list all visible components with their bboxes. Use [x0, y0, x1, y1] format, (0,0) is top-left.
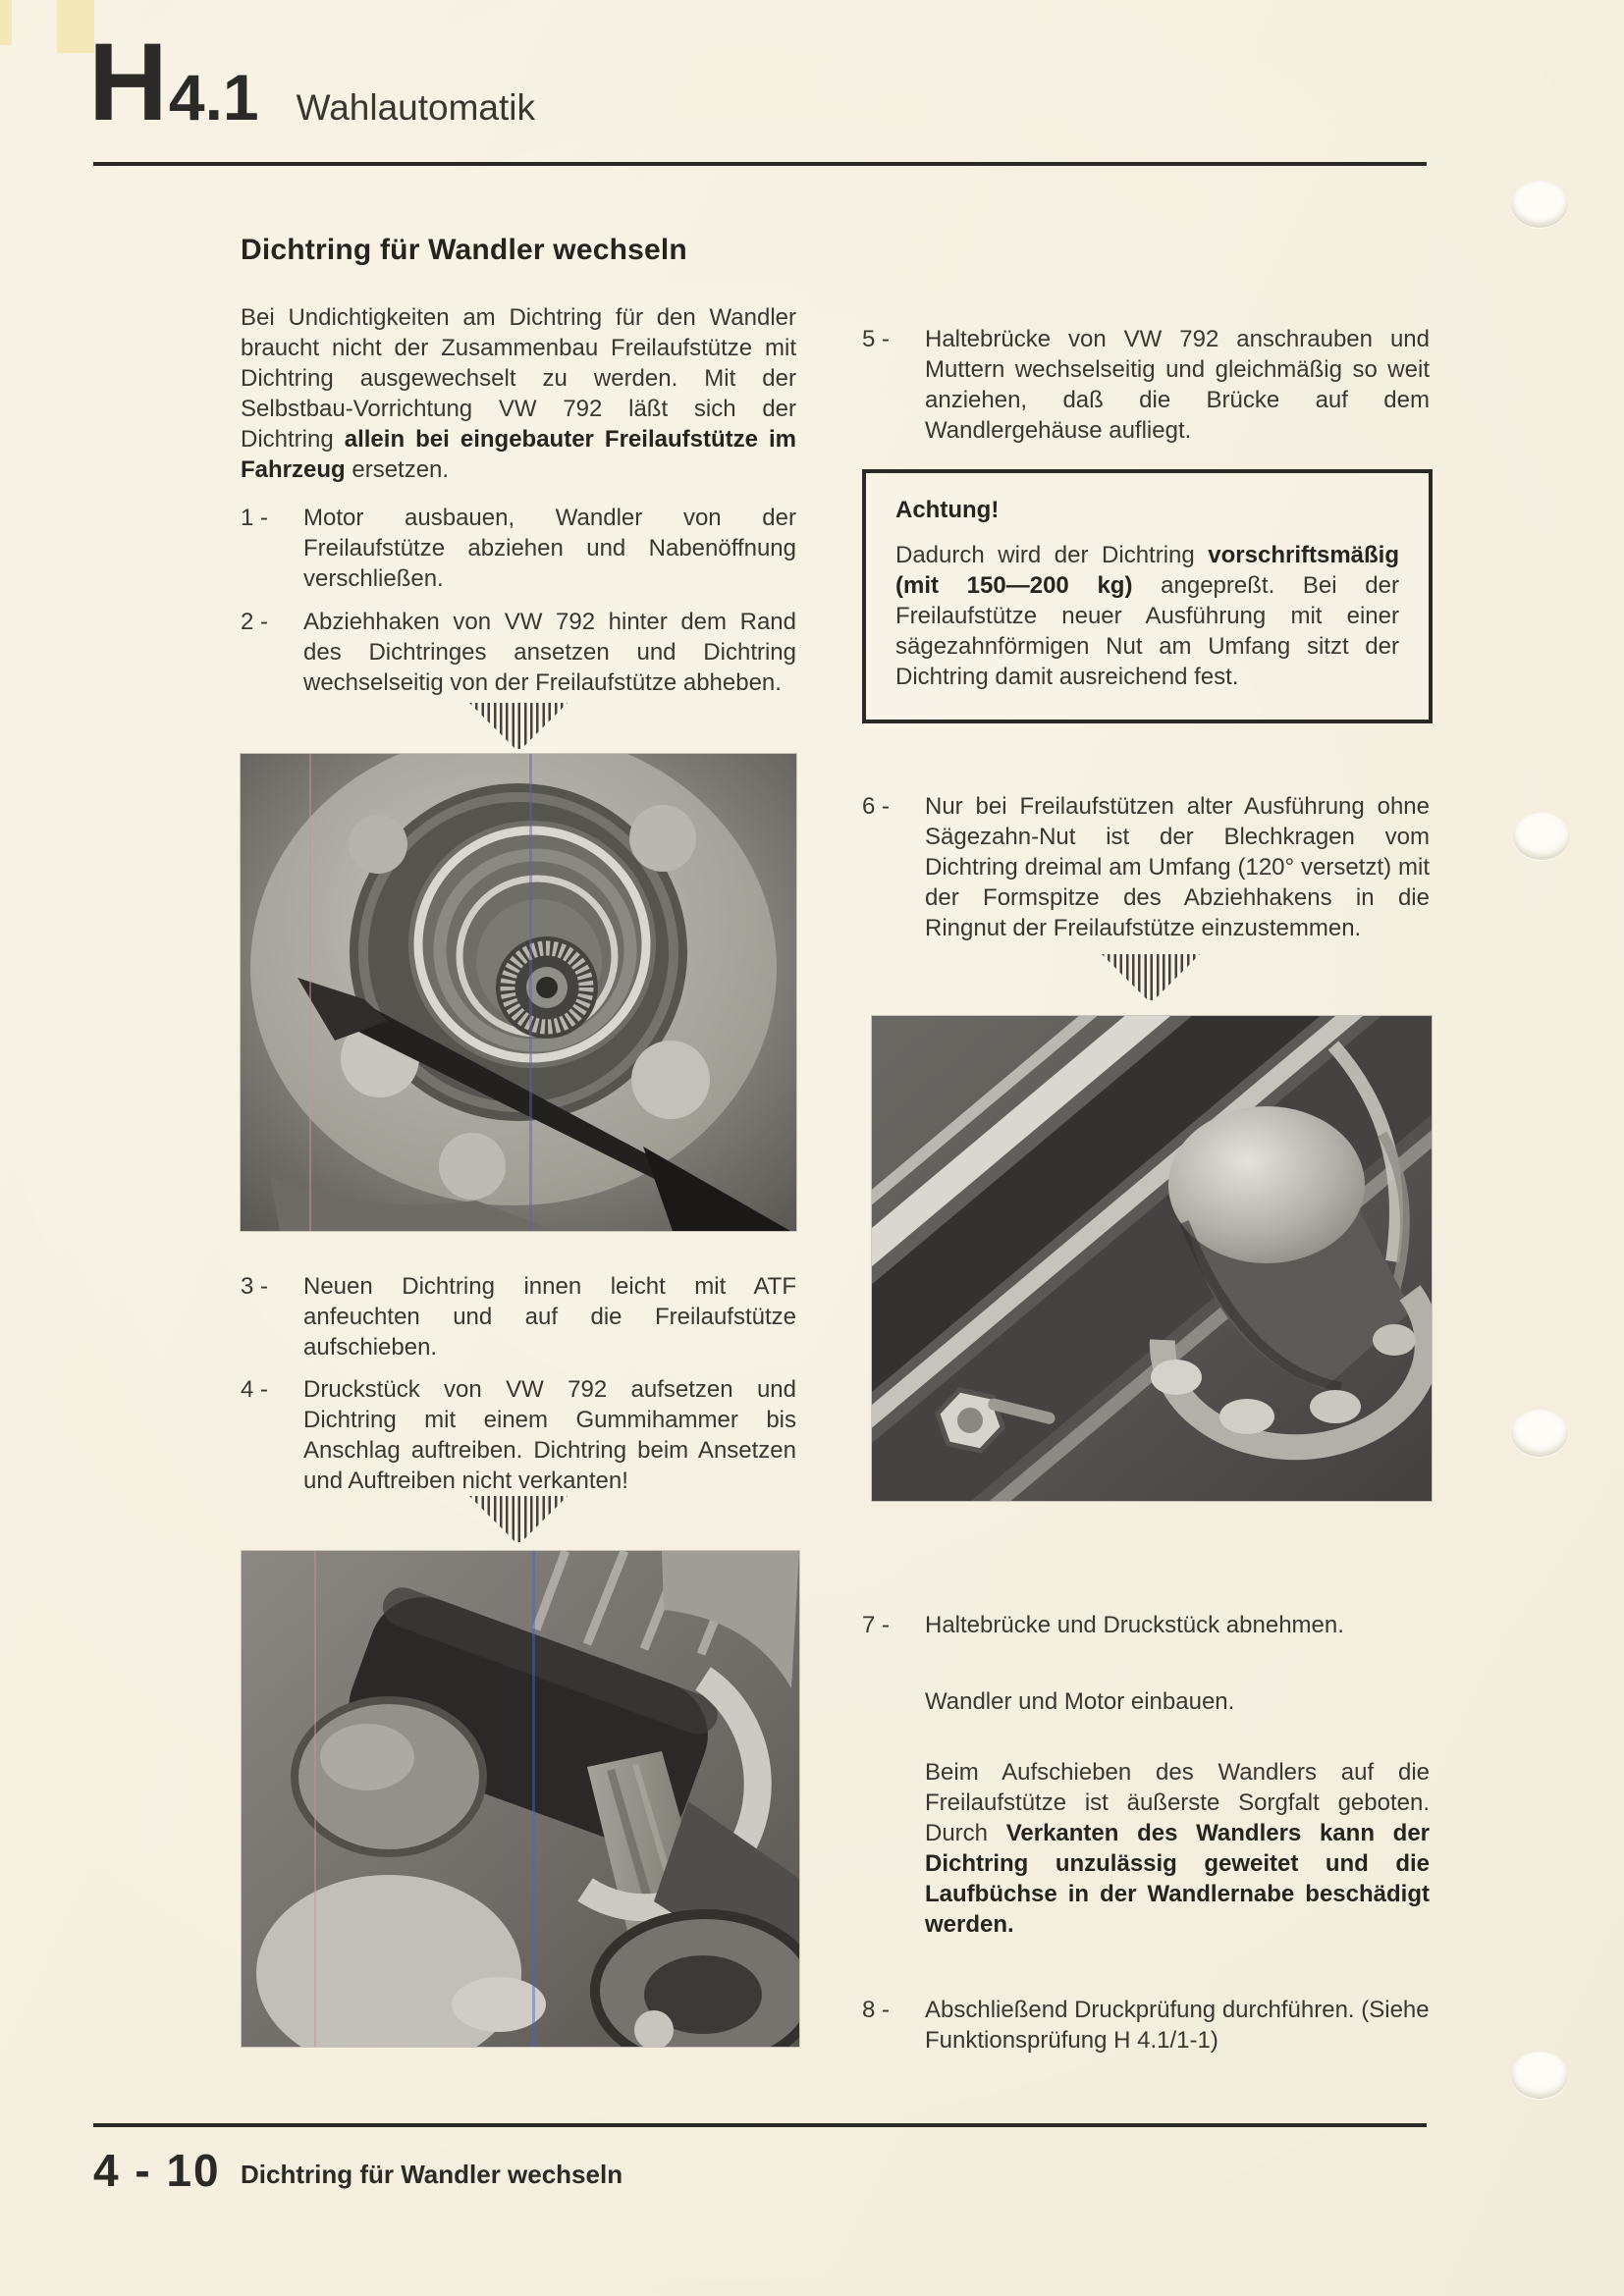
footer-rule [93, 2123, 1427, 2127]
punch-hole [1511, 2052, 1568, 2099]
down-arrow-icon [1102, 954, 1200, 1000]
step-5-text: Haltebrücke von VW 792 anschrauben und Muttern wechselseitig und gleichmäßig so weit anziehen, daß die Brücke auf dem Wandlergehäuse aufliegt. [925, 326, 1430, 444]
care-paragraph: Beim Aufschieben des Wandlers auf die Freilaufstütze ist äußerste Sorgfalt geboten. Durch Verkanten des Wandlers kann der Dichtring unzulässig geweitet und die Laufbüchse in der Wandlernabe beschädigt werden. [925, 1759, 1431, 1938]
caution-heading: Achtung! [895, 497, 1000, 523]
photo-collar-staking [872, 1016, 1432, 1501]
step-8-text: Abschließend Druckprüfung durchführen. (Siehe Funktionsprüfung H 4.1/1-1) [925, 1997, 1430, 2054]
photo-seal-installation [242, 1551, 799, 2047]
step-2 [241, 607, 796, 698]
step-2-text: Abziehhaken von VW 792 hinter dem Rand des Dichtringes ansetzen und Dichtring wechselseitig von der Freilaufstütze abheben. [303, 609, 796, 696]
step-5-number: 5 - [862, 326, 891, 352]
step-2-number: 2 - [241, 609, 269, 635]
chapter-letter: H [88, 21, 165, 143]
step-8 [862, 1995, 1430, 2056]
chapter-number: 4.1 [168, 61, 259, 133]
footer-page-number: 4 - 10 [93, 2145, 221, 2196]
step-4-text: Druckstück von VW 792 aufsetzen und Dichtring mit einem Gummihammer bis Anschlag auftreiben. Dichtring beim Ansetzen und Auftreiben nicht verkanten! [303, 1376, 796, 1494]
caution-text: Dadurch wird der Dichtring vorschriftsmäßig (mit 150—200 kg) angepreßt. Bei der Freilaufstütze neuer Ausführung mit einer sägezahnförmigen Nut am Umfang sitzt der Dichtring damit ausreichend fest. [895, 542, 1399, 690]
caution-box [862, 469, 1433, 723]
page-header [88, 21, 535, 143]
photo-collar-staking-image [872, 1016, 1432, 1501]
header-rule [93, 162, 1427, 166]
down-arrow-icon [469, 703, 568, 749]
step-1-number: 1 - [241, 505, 269, 531]
step-3 [241, 1271, 796, 1362]
step-3-text: Neuen Dichtring innen leicht mit ATF anfeuchten und auf die Freilaufstütze aufschieben. [303, 1273, 796, 1361]
punch-hole [1513, 813, 1570, 860]
scan-artifact [0, 0, 12, 45]
section-title: Dichtring für Wandler wechseln [241, 234, 687, 266]
step-5 [862, 324, 1430, 446]
step-7-number: 7 - [862, 1612, 891, 1638]
step-7-text: Haltebrücke und Druckstück abnehmen. [925, 1612, 1344, 1638]
punch-hole [1511, 1410, 1568, 1457]
step-4-number: 4 - [241, 1376, 269, 1403]
footer-title: Dichtring für Wandler wechseln [241, 2160, 623, 2189]
step-1 [241, 503, 796, 594]
step-6 [862, 791, 1430, 943]
photo-seal-removal-image [241, 754, 796, 1231]
photo-seal-installation-image [242, 1551, 799, 2047]
chapter-title: Wahlautomatik [296, 87, 535, 128]
step-4 [241, 1374, 796, 1496]
reinstall-paragraph: Wandler und Motor einbauen. [925, 1688, 1235, 1715]
step-7 [862, 1610, 1430, 1640]
down-arrow-icon [469, 1496, 568, 1542]
step-3-number: 3 - [241, 1273, 269, 1300]
step-6-number: 6 - [862, 793, 891, 820]
step-1-text: Motor ausbauen, Wandler von der Freilaufstütze abziehen und Nabenöffnung verschließen. [303, 505, 796, 592]
intro-paragraph: Bei Undichtigkeiten am Dichtring für den Wandler braucht nicht der Zusammenbau Freilaufstütze mit Dichtring ausgewechselt zu werden. Mit der Selbstbau-Vorrichtung VW 792 läßt sich der Dichtring allein bei eingebauter Freilaufstütze im Fahrzeug ersetzen. [241, 304, 796, 483]
photo-seal-removal [241, 754, 796, 1231]
punch-hole [1511, 181, 1568, 228]
step-6-text: Nur bei Freilaufstützen alter Ausführung ohne Sägezahn-Nut ist der Blechkragen vom Dichtring dreimal am Umfang (120° versetzt) mit der Formspitze des Abziehhakens in die Ringnut der Freilaufstütze einzustemmen. [925, 793, 1430, 941]
step-8-number: 8 - [862, 1997, 891, 2023]
